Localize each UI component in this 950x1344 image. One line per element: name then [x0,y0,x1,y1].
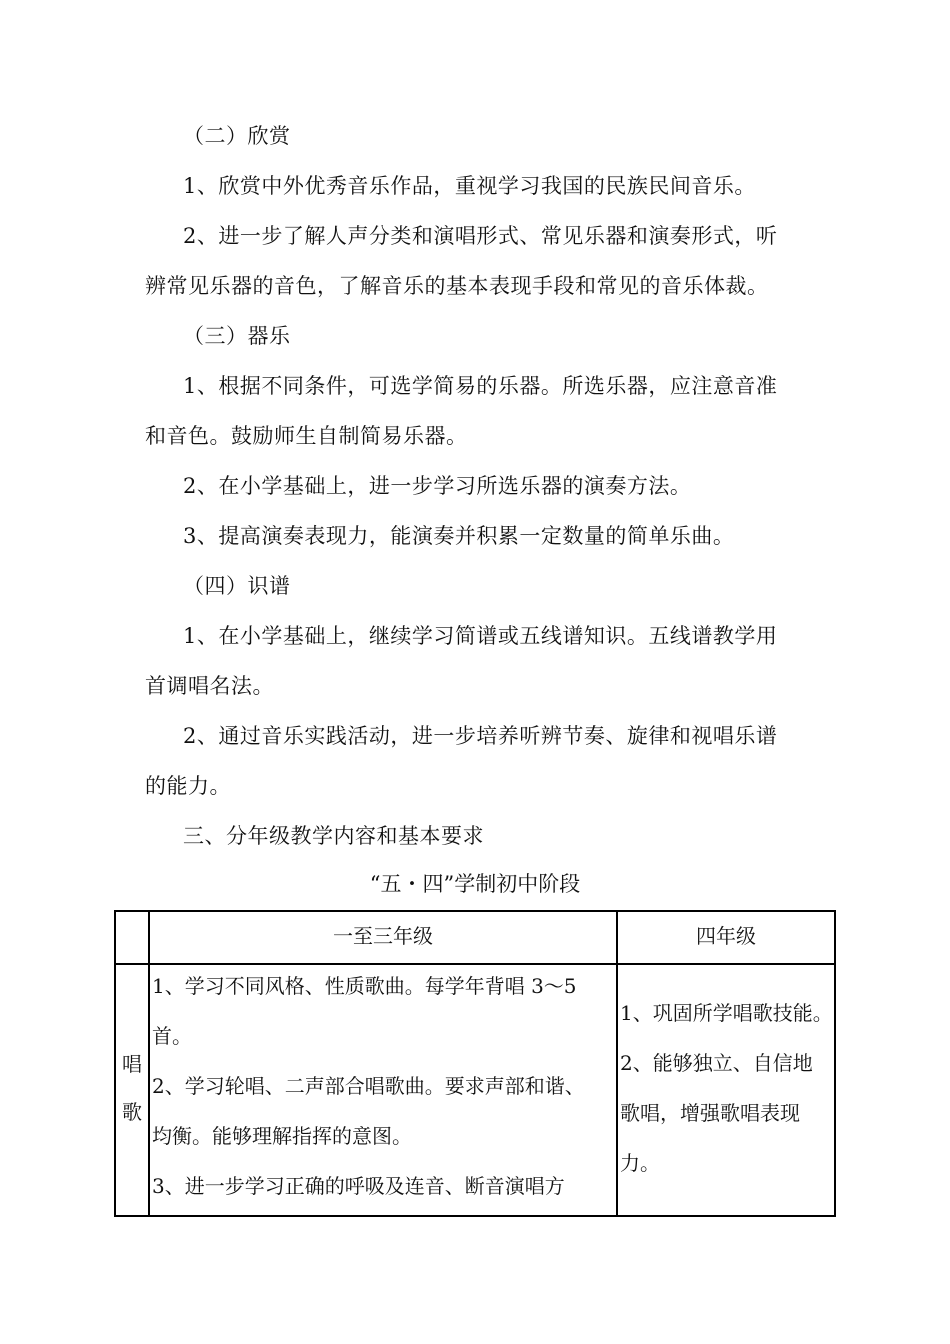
paragraph-continuation: 辨常见乐器的音色，了解音乐的基本表现手段和常见的音乐体裁。 [145,274,769,298]
cell-line: 3、进一步学习正确的呼吸及连音、断音演唱方 [152,1174,565,1198]
paragraph: 2、通过音乐实践活动，进一步培养听辨节奏、旋律和视唱乐谱 [183,724,778,748]
table-border-top [114,910,836,912]
table-title: “五・四”学制初中阶段 [369,872,581,896]
section-heading-appreciation: （二）欣赏 [183,124,291,148]
cell-line: 首。 [152,1024,192,1048]
table-header-divider [114,963,836,965]
table-col-divider-2 [616,910,618,1217]
cell-line: 歌唱，增强歌唱表现 [620,1101,800,1125]
table-border-bottom [114,1215,836,1217]
section-heading-grade-content: 三、分年级教学内容和基本要求 [183,824,484,848]
paragraph: 2、在小学基础上，进一步学习所选乐器的演奏方法。 [183,474,692,498]
table-col-divider-1 [148,910,150,1217]
table-header-grades-1-3: 一至三年级 [333,924,433,948]
cell-line: 1、巩固所学唱歌技能。 [620,1001,833,1025]
paragraph-continuation: 和音色。鼓励师生自制简易乐器。 [145,424,468,448]
cell-line: 2、学习轮唱、二声部合唱歌曲。要求声部和谐、 [152,1074,585,1098]
cell-line: 1、学习不同风格、性质歌曲。每学年背唱 3～5 [152,974,577,998]
row-label-char-2: 歌 [122,1100,142,1124]
paragraph: 2、进一步了解人声分类和演唱形式、常见乐器和演奏形式，听 [183,224,778,248]
row-label-char-1: 唱 [122,1052,142,1076]
paragraph: 1、在小学基础上，继续学习简谱或五线谱知识。五线谱教学用 [183,624,778,648]
table-border-right [834,910,836,1217]
section-heading-instrumental: （三）器乐 [183,324,291,348]
table-header-grade-4: 四年级 [696,924,756,948]
cell-line: 均衡。能够理解指挥的意图。 [152,1124,412,1148]
curriculum-table [114,910,836,1217]
section-heading-notation: （四）识谱 [183,574,291,598]
cell-line: 力。 [620,1151,660,1175]
paragraph: 1、根据不同条件，可选学简易的乐器。所选乐器，应注意音准 [183,374,778,398]
paragraph: 1、欣赏中外优秀音乐作品，重视学习我国的民族民间音乐。 [183,174,756,198]
paragraph: 3、提高演奏表现力，能演奏并积累一定数量的简单乐曲。 [183,524,735,548]
table-border-left [114,910,116,1217]
paragraph-continuation: 的能力。 [145,774,231,798]
paragraph-continuation: 首调唱名法。 [145,674,274,698]
cell-line: 2、能够独立、自信地 [620,1051,813,1075]
